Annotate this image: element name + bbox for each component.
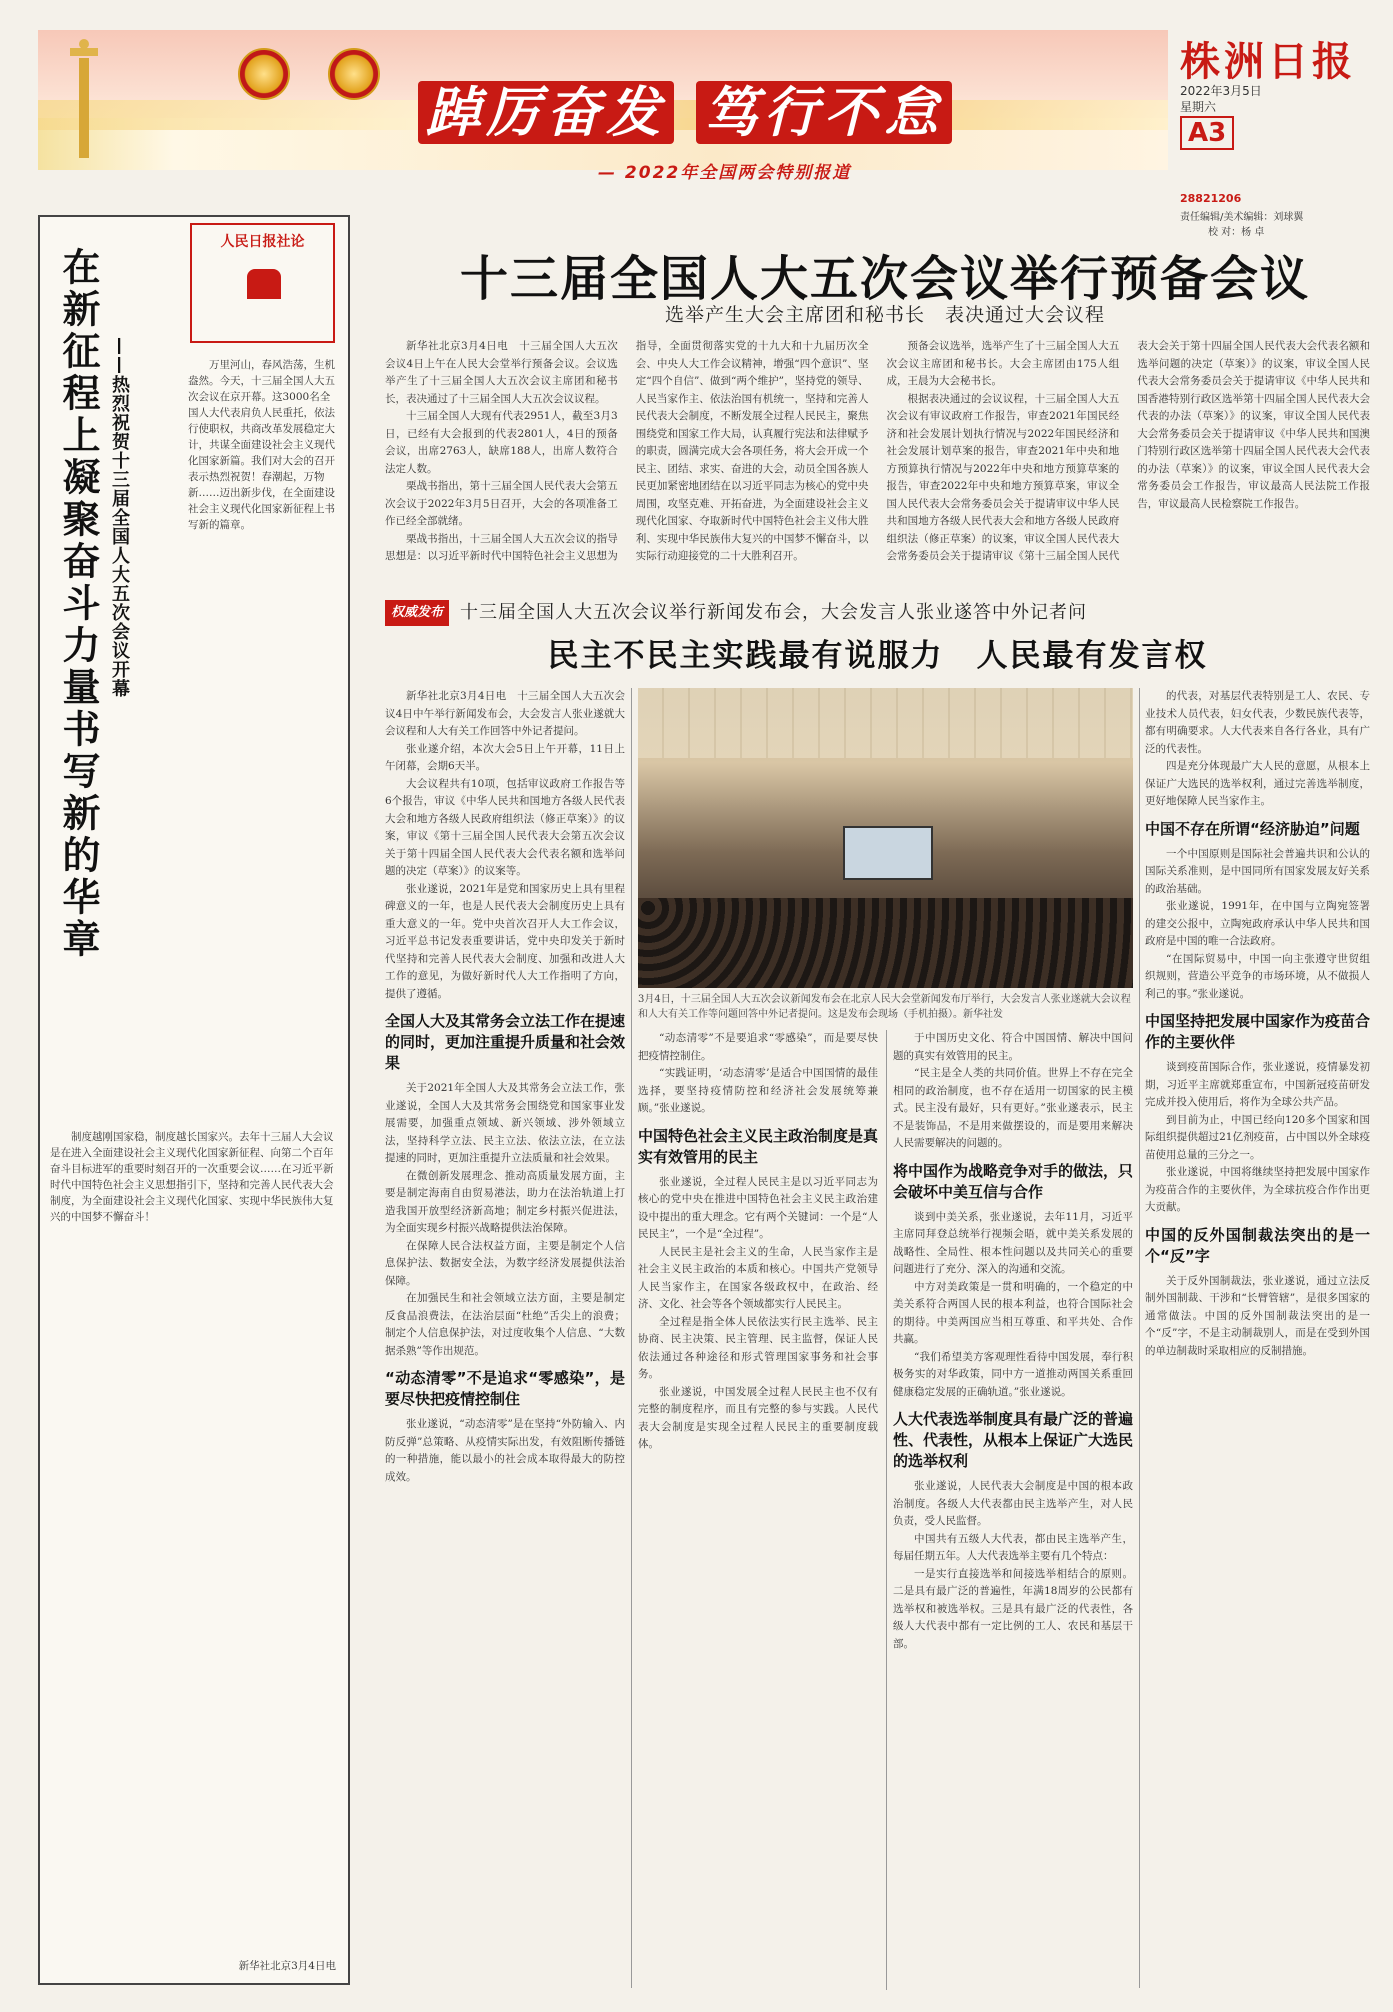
article-1-paragraph: 根据表决通过的会议议程，十三届全国人大五次会议有审议政府工作报告，审查2021年国民经济和社会发展计划执行情况与2022年国民经济和社会发展计划草案的报告，审查2021年中央和地方预算执行情况与2022年中央和地方预算草案的报告，审查2022年中央和地方预算草案，审议全国人民代表大会常务委员会关于提请审议中华人民共和国地方各级人民代表大会和地方各级人民政府组织法（修正草案）的议案，审议全国人民代表大会常务委员会关于提请审议《第十三届全国人民代表大会关于第十四届全国人民代表大会代表名额和选举问题的决定（草案）》的议案，审议全国人民代表大会常务委员会关于提请审议《中华人民共和国香港特别行政区选举第十四届全国人民代表大会代表的办法（草案）》的议案，审议全国人民代表大会常务委员会关于提请审议《中华人民共和国澳门特别行政区选举第十四届全国人民代表大会代表的办法（草案）》的议案，审议全国人民代表大会常务委员会工作报告，审议最高人民法院工作报告，审议最高人民检察院工作报告。 xyxy=(886,340,1370,562)
hotline-number: 28821206 xyxy=(1180,192,1242,205)
body-paragraph: “我们希望美方客观理性看待中国发展，奉行积极务实的对华政策，同中方一道推动两国关系重回健康稳定发展的正确轨道。”张业遂说。 xyxy=(893,1350,1133,1398)
article-1-headline: 十三届全国人大五次会议举行预备会议 xyxy=(459,251,1310,307)
body-paragraph: 一是实行直接选举和间接选举相结合的原则。二是具有最广泛的普遍性，年满18周岁的公民都有选举权和被选举权。三是具有最广泛的代表性，各级人大代表中都有一定比例的工人、农民和基层干部。 xyxy=(893,1567,1133,1650)
body-paragraph: 中国共有五级人大代表，都由民主选举产生，每届任期五年。人大代表选举主要有几个特点： xyxy=(893,1532,1133,1562)
banner-subtitle: — 2022年全国两会特别报道 xyxy=(598,163,852,183)
editorial-column xyxy=(38,215,350,1985)
photo-caption: 3月4日，十三届全国人大五次会议新闻发布会在北京人民大会堂新闻发布厅举行，大会发言人张业遂就大会议程和人大有关工作等问题回答中外记者提问。这是发布会现场（手机拍摄）。新华社发 xyxy=(638,994,1131,1020)
article-1-paragraph: 新华社北京3月4日电 十三届全国人大五次会议4日上午在人民大会堂举行预备会议。会议选举产生了十三届全国人大五次会议主席团和秘书长，表决通过了十三届全国人大五次会议议程。 xyxy=(385,340,618,405)
special-report-banner xyxy=(38,30,1168,183)
section-heading: 将中国作为战略竞争对手的做法，只会破坏中美互信与合作 xyxy=(893,1161,1134,1201)
slogan-part-2: 笃行不怠 xyxy=(696,81,952,144)
section-heading: 人大代表选举制度具有最广泛的普遍性、代表性，从根本上保证广大选民的选举权利 xyxy=(893,1410,1134,1470)
newspaper-masthead xyxy=(1180,30,1360,240)
article-1-subhead: 选举产生大会主席团和秘书长 表决通过大会议程 xyxy=(664,304,1105,326)
huabiao-pillar-icon xyxy=(66,38,102,163)
proofreader-credit: 校 对：杨 卓 xyxy=(1208,227,1265,238)
body-paragraph: 张业遂说，中国发展全过程人民民主也不仅有完整的制度程序，而且有完整的参与实践。人民代表大会制度是实现全过程人民民主的重要制度载体。 xyxy=(638,1385,878,1450)
body-paragraph: 在微创新发展理念、推动高质量发展方面，主要是制定海南自由贸易港法，助力在法治轨道上打造我国开放型经济新高地；制定乡村振兴促进法，为全面实现乡村振兴战略提供法治保障。 xyxy=(385,1169,625,1234)
tiananmen-icon xyxy=(247,269,281,299)
column-divider xyxy=(631,688,632,1988)
article-2-kicker: 十三届全国人大五次会议举行新闻发布会，大会发言人张业遂答中外记者问 xyxy=(460,602,1087,623)
column-divider xyxy=(1139,688,1140,1988)
body-paragraph: 大会议程共有10项，包括审议政府工作报告等6个报告，审议《中华人民共和国地方各级人民代表大会和地方各级人民政府组织法（修正草案）》的议案，审议《第十三届全国人民代表大会第五次会议关于第十四届全国人民代表大会代表名额和选举问题的决定（草案）》的议案等。 xyxy=(385,777,625,877)
body-paragraph: 于中国历史文化、符合中国国情、解决中国问题的真实有效管用的民主。 xyxy=(893,1032,1133,1062)
article-1-paragraph: 栗战书指出，第十三届全国人民代表大会第五次会议于2022年3月5日召开，大会的各项准备工作已经全部就绪。 xyxy=(385,480,618,527)
body-paragraph: 张业遂说，中国将继续坚持把发展中国家作为疫苗合作的主要伙伴，为全球抗疫合作作出更大贡献。 xyxy=(1145,1166,1370,1213)
editorial-title: 在新征程上凝聚奋斗力量书写新的华章 xyxy=(56,247,100,961)
body-paragraph: 谈到疫苗国际合作，张业遂说，疫情暴发初期，习近平主席就郑重宣布，中国新冠疫苗研发完成并投入使用后，将作为全球公共产品。 xyxy=(1145,1061,1370,1108)
body-paragraph: 中方对美政策是一贯和明确的，一个稳定的中美关系符合两国人民的根本利益，也符合国际社会的期待。中美两国应当相互尊重、和平共处、合作共赢。 xyxy=(893,1280,1133,1345)
body-paragraph: 张业遂说，全过程人民民主是以习近平同志为核心的党中央在推进中国特色社会主义民主政治建设中提出的重大理念。它有两个关键词：一个是“人民民主”，一个是“全过程”。 xyxy=(638,1175,878,1240)
editorial-paragraph-1: 万里河山，春风浩荡，生机盎然。今天，十三届全国人大五次会议在京开幕。这3000名全国人大代表肩负人民重托，依法行使职权，共商改革发展稳定大计，共谋全面建设社会主义现代化国家新篇。我们对大会的召开表示热烈祝贺！春潮起，万物新……迈出新步伐，在全面建设社会主义现代化国家新征程上书写新的篇章。 xyxy=(188,359,335,531)
body-paragraph: 关于2021年全国人大及其常务会立法工作，张业遂说，全国人大及其常务会围绕党和国家事业发展需要，加强重点领域、新兴领域、涉外领域立法，坚持科学立法、民主立法、依法立法，在立法提速的同时，更加注重提升立法质量和社会效果。 xyxy=(385,1082,625,1164)
body-paragraph: 新华社北京3月4日电 十三届全国人大五次会议4日中午举行新闻发布会，大会发言人张业遂就大会议程和人大有关工作回答中外记者提问。 xyxy=(385,690,625,737)
section-heading: 全国人大及其常务会立法工作在提速的同时，更加注重提升质量和社会效果 xyxy=(385,1012,626,1072)
article-2-headline: 民主不民主实践最有说服力 人民最有发言权 xyxy=(547,638,1208,674)
section-heading: 中国坚持把发展中国家作为疫苗合作的主要伙伴 xyxy=(1145,1012,1371,1051)
article-1-paragraph: 预备会议选举，选举产生了十三届全国人大五次会议主席团和秘书长。大会主席团由175人组成，王晨为大会秘书长。 xyxy=(886,340,1120,387)
section-heading: 中国特色社会主义民主政治制度是真实有效管用的民主 xyxy=(638,1126,879,1166)
body-paragraph: 一个中国原则是国际社会普遍共识和公认的国际关系准则，是中国同所有国家发展友好关系的政治基础。 xyxy=(1145,847,1370,895)
issue-date: 2022年3月5日 xyxy=(1180,84,1262,98)
editorial-paragraph-2: 制度越刚国家稳，制度越长国家兴。去年十三届人大会议是在进入全面建设社会主义现代化国家新征程、向第二个百年奋斗目标进军的重要时刻召开的一次重要会议……在习近平新时代中国特色社会主义思想指引下，坚持和完善人民代表大会制度，为全面建设社会主义现代化国家、实现中华民族伟大复兴的中国梦不懈奋斗！ xyxy=(50,1131,334,1223)
body-paragraph: 张业遂说，人民代表大会制度是中国的根本政治制度。各级人大代表都由民主选举产生，对人民负责，受人民监督。 xyxy=(893,1480,1133,1527)
body-paragraph: 张业遂说，2021年是党和国家历史上具有里程碑意义的一年，也是人民代表大会制度历史上具有重大意义的一年。党中央首次召开人大工作会议，习近平总书记发表重要讲话，党中央印发关于新时代坚持和完善人民代表大会制度、加强和改进人大工作的意见，为做好新时代人大工作指明了方向，提供了遵循。 xyxy=(385,882,625,1000)
article-1-body xyxy=(385,338,1370,588)
body-paragraph: 张业遂说，1991年，在中国与立陶宛签署的建交公报中，立陶宛政府承认中华人民共和国政府是中国的唯一合法政府。 xyxy=(1145,900,1370,947)
article-2-column-4 xyxy=(1145,688,1370,1988)
section-heading: 中国的反外国制裁法突出的是一个“反”字 xyxy=(1145,1225,1370,1265)
body-paragraph: 张业遂说，“动态清零”是在坚持“外防输入、内防反弹”总策略、从疫情实际出发，有效阻断传播链的一种措施，能以最小的社会成本取得最大的防控成效。 xyxy=(385,1418,625,1483)
body-paragraph: 的代表，对基层代表特别是工人、农民、专业技术人员代表，妇女代表，少数民族代表等，都有明确要求。人大代表来自各行各业，具有广泛的代表性。 xyxy=(1145,690,1370,755)
banner-slogan xyxy=(418,70,952,147)
body-paragraph: 谈到中美关系，张业遂说，去年11月，习近平主席同拜登总统举行视频会晤，就中美关系发展的战略性、全局性、根本性问题以及共同关心的重要问题进行了充分、深入的沟通和交流。 xyxy=(893,1210,1133,1275)
page-number: A3 xyxy=(1180,116,1234,150)
body-paragraph: 全过程是指全体人民依法实行民主选举、民主协商、民主决策、民主管理、民主监督，保证人民依法通过各种途径和形式管理国家事务和社会事务。 xyxy=(638,1315,878,1380)
body-paragraph: “民主是全人类的共同价值。世界上不存在完全相同的政治制度，也不存在适用一切国家的民主模式。民主没有最好，只有更好。”张业遂表示，民主不是装饰品，不是用来做摆设的，而是要用来解决人民需要解决的问题的。 xyxy=(893,1067,1133,1149)
editorial-byline: 新华社北京3月4日电 xyxy=(238,1960,336,1972)
slogan-part-1: 踔厉奋发 xyxy=(418,81,674,144)
editorial-subtitle: ——热烈祝贺十三届全国人大五次会议开幕 xyxy=(109,337,130,698)
article-2-column-3 xyxy=(893,1030,1133,1990)
body-paragraph: “实践证明，‘动态清零’是适合中国国情的最佳选择，要坚持疫情防控和经济社会发展统筹兼顾。”张业遂说。 xyxy=(638,1067,878,1114)
photo-crowd xyxy=(638,898,1133,988)
body-paragraph: “在国际贸易中，中国一向主张遵守世贸组织规则，营造公平竞争的市场环境，从不做损人利己的事。”张业遂说。 xyxy=(1145,952,1370,1000)
issue-weekday: 星期六 xyxy=(1180,100,1217,114)
authoritative-release-tag: 权威发布 xyxy=(385,600,449,626)
editorial-badge xyxy=(190,223,335,343)
article-2-column-2 xyxy=(638,1030,878,1990)
article-1-paragraph: 栗战书指出，十三届全国人大五次会议的指导思想是：以习近平新时代中国特色社会主义思想为指导，全面贯彻落实党的十九大和十九届历次全会、中央人大工作会议精神，增强“四个意识”、坚定“四个自信”、做到“两个维护”，坚持党的领导、人民当家作主、依法治国有机统一，坚持和完善人民代表大会制度，不断发展全过程人民民主，聚焦围绕党和国家工作大局，认真履行宪法和法律赋予的职责，圆满完成大会各项任务，将大会开成一个民主、团结、求实、奋进的大会，动员全国各族人民更加紧密地团结在以习近平同志为核心的党中央周围，攻坚克难、开拓奋进，为全面建设社会主义现代化国家、夺取新时代中国特色社会主义伟大胜利、实现中华民族伟大复兴的中国梦不懈奋斗，以实际行动迎接党的二十大胜利召开。 xyxy=(385,340,869,562)
section-heading: “动态清零”不是追求“零感染”，是要尽快把疫情控制住 xyxy=(385,1369,625,1408)
editorial-badge-label: 人民日报社论 xyxy=(220,234,305,250)
body-paragraph: 人民民主是社会主义的生命，人民当家作主是社会主义民主政治的本质和核心。中国共产党领导人民当家作主，在国家各级政权中，在政治、经济、文化、社会等各个领域都实行人民民主。 xyxy=(638,1245,878,1310)
column-divider xyxy=(886,1030,887,1990)
body-paragraph: 在保障人民合法权益方面，主要是制定个人信息保护法、数据安全法，为数字经济发展提供法治保障。 xyxy=(385,1239,625,1287)
body-paragraph: 四是充分体现最广大人民的意愿，从根本上保证广大选民的选举权利，通过完善选举制度，更好地保障人民当家作主。 xyxy=(1145,760,1370,807)
photo-ceiling xyxy=(638,688,1133,758)
article-1-paragraph: 十三届全国人大现有代表2951人，截至3月3日，已经有大会报到的代表2801人，4日的预备会议，出席2763人，缺席188人，出席人数符合法定人数。 xyxy=(385,410,618,475)
body-paragraph: 在加强民生和社会领域立法方面，主要是制定反食品浪费法，在法治层面“杜绝”舌尖上的浪费；制定个人信息保护法，对过度收集个人信息、“大数据杀熟”等作出规范。 xyxy=(385,1292,625,1357)
press-conference-photo xyxy=(638,688,1133,988)
photo-screen xyxy=(843,826,933,880)
section-heading: 中国不存在所谓“经济胁迫”问题 xyxy=(1145,819,1360,838)
cppcc-emblem-icon xyxy=(328,48,380,100)
body-paragraph: 张业遂介绍，本次大会5日上午开幕，11日上午闭幕，会期6天半。 xyxy=(385,742,625,772)
body-paragraph: 到目前为止，中国已经向120多个国家和国际组织提供超过21亿剂疫苗，占中国以外全球疫苗使用总量的三分之一。 xyxy=(1145,1113,1370,1161)
body-paragraph: 关于反外国制裁法，张业遂说，通过立法反制外国制裁、干涉和“长臂管辖”，是很多国家的通常做法。中国的反外国制裁法突出的是一个“反”字，不是主动制裁别人，而是在受到外国的单边制裁时采取相应的反制措施。 xyxy=(1145,1274,1370,1357)
editor-credit: 责任编辑/美术编辑：刘球翼 xyxy=(1180,212,1304,223)
newspaper-logo: 株洲日报 xyxy=(1180,38,1356,85)
national-emblem-icon xyxy=(238,48,290,100)
article-2-column-1 xyxy=(385,688,625,1988)
body-paragraph: “动态清零”不是要追求“零感染”，而是要尽快把疫情控制住。 xyxy=(638,1032,878,1062)
